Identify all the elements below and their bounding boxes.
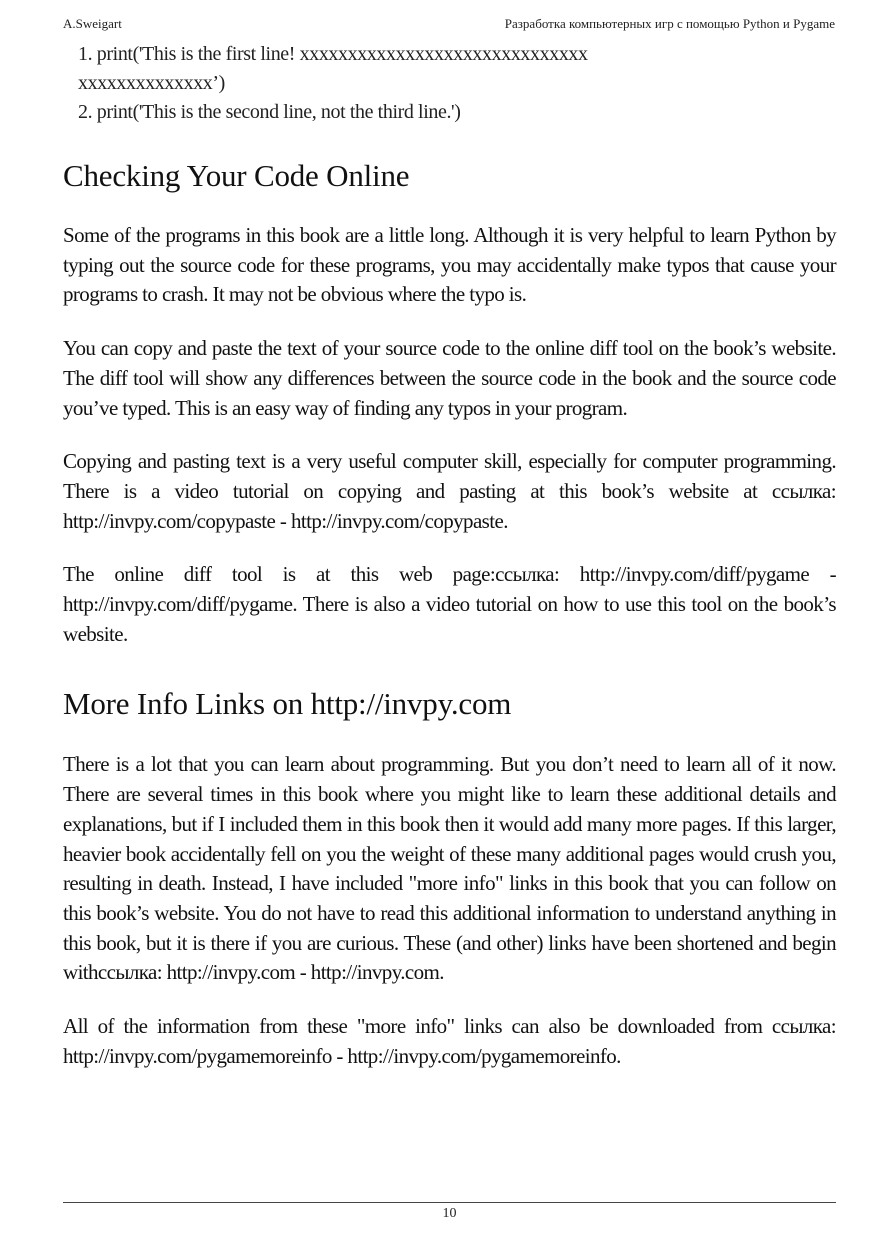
page-number: 10 <box>442 1206 457 1221</box>
code-line: 1. print('This is the first line! xxxxxxxxxxxxxxxxxxxxxxxxxxxxxx xxxxxxxxxxxxxx’) <box>78 43 588 94</box>
paragraph: There is a lot that you can learn about programming. But you don’t need to learn all of it now. There are several times in this book where you might like to learn these additional details and explanations, but if I included them in this book then it would add many more pages. If this larger, heavier book accidentally fell on you the weight of these many additional pages would crush you, resulting in death. Instead, I have included "more info" links in this book that you can follow on this book’s website. You do not have to read this additional information to understand anything in this book, but it is there if you are curious. These (and other) links have been shortened and begin withссылка: http://invpy.com - http://invpy.com. <box>63 752 836 985</box>
paragraph: You can copy and paste the text of your source code to the online diff tool on the book’s website. The diff tool will show any differences between the source code in the book and the source code you’ve typed. This is an easy way of finding any typos in your program. <box>63 336 836 420</box>
code-line: 2. print('This is the second line, not the third line.') <box>78 101 461 123</box>
paragraph: Copying and pasting text is a very useful computer skill, especially for computer programming. There is a video tutorial on copying and pasting at this book’s website at ссылка: http://invpy.com/copypaste - http://invpy.com/copypaste. <box>63 449 836 533</box>
paragraph: Some of the programs in this book are a little long. Although it is very helpful to learn Python by typing out the source code for these programs, you may accidentally make typos that cause your programs to crash. It may not be obvious where the typo is. <box>63 223 836 307</box>
page-content <box>63 155 836 1071</box>
paragraph: The online diff tool is at this web page:ссылка: http://invpy.com/diff/pygame - http://invpy.com/diff/pygame. There is also a video tutorial on how to use this tool on the book’s website. <box>63 562 836 646</box>
paragraph: All of the information from these "more info" links can also be downloaded from ссылка: http://invpy.com/pygamemoreinfo - http://invpy.com/pygamemoreinfo. <box>63 1014 836 1068</box>
page-footer <box>63 1202 836 1222</box>
header-author: A.Sweigart <box>63 16 122 31</box>
header-book-title: Разработка компьютерных игр с помощью Python и Pygame <box>504 16 835 31</box>
code-listing <box>78 40 678 127</box>
page-header <box>63 14 835 34</box>
section-heading-more-info: More Info Links on http://invpy.com <box>63 686 512 722</box>
section-heading-checking-code: Checking Your Code Online <box>63 158 410 193</box>
